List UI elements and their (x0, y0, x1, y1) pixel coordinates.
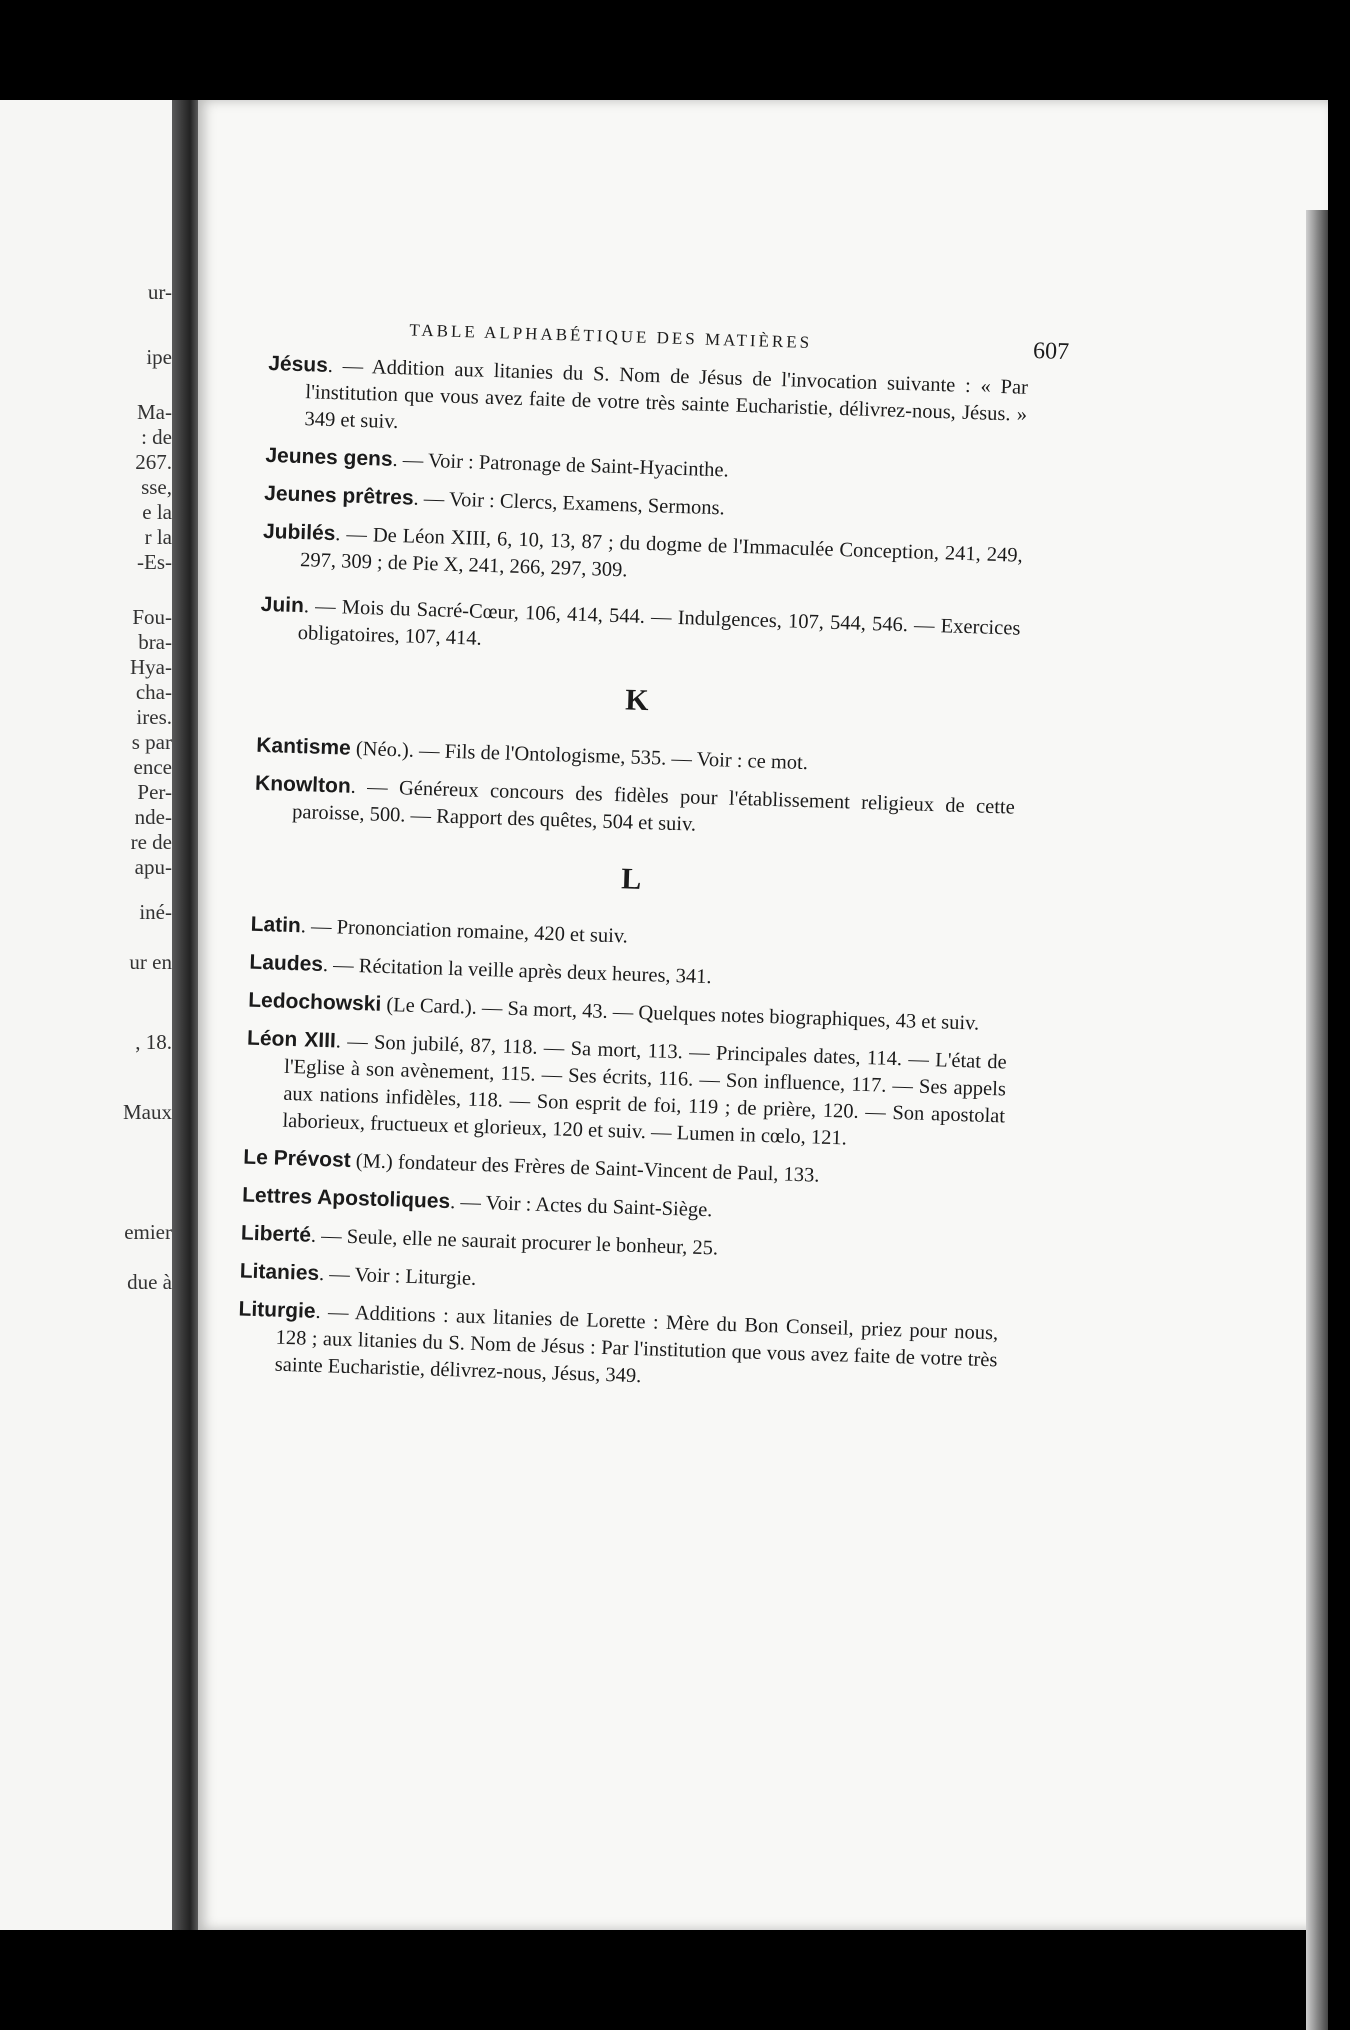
facing-page-text: re de (130, 830, 172, 854)
entry-heading: Laudes (249, 950, 324, 976)
entry-heading: Jésus (267, 351, 329, 377)
entry-heading: Liturgie (238, 1297, 316, 1323)
facing-page-text: ipe (146, 345, 172, 369)
facing-page-text: ur en (129, 950, 172, 974)
entry-text: . — Voir : Actes du Saint-Siège. (449, 1191, 713, 1222)
entry-heading: Jeunes prêtres (263, 481, 414, 510)
facing-page-text: -Es- (137, 550, 172, 574)
index-page (198, 100, 1328, 1930)
page-number: 607 (1032, 337, 1070, 366)
entry-text: . — Généreux concours des fidèles pour l'établissement religieux de cette paroisse, 500. — Rapport des quêtes, 504 et suiv. (291, 775, 1016, 836)
index-entry (262, 518, 1023, 597)
facing-page-text: Per- (137, 780, 172, 804)
facing-page-text: 267. (135, 450, 172, 474)
entry-text: (Le Card.). — Sa mort, 43. — Quelques notes biographiques, 43 et suiv. (380, 993, 980, 1035)
facing-page-text: sse, (141, 475, 172, 499)
entry-text: . — Récitation la veille après deux heures, 341. (322, 953, 712, 989)
facing-page-text: due à (127, 1270, 172, 1294)
facing-page-text: , 18. (135, 1030, 172, 1054)
entry-heading: Litanies (239, 1259, 320, 1286)
entry-heading: Kantisme (255, 733, 352, 760)
entry-heading: Jeunes gens (265, 443, 393, 471)
facing-page-text: bra- (138, 630, 172, 654)
index-entry (236, 1296, 998, 1402)
facing-page-fragment (0, 100, 188, 1930)
entry-text: . — Voir : Patronage de Saint-Hyacinthe. (392, 448, 730, 482)
facing-page-text: Hya- (130, 655, 172, 679)
running-title: TABLE ALPHABÉTIQUE DES MATIÈRES (409, 320, 813, 353)
facing-page-text: : de (141, 425, 172, 449)
entry-text: (M.) fondateur des Frères de Saint-Vincent de Paul, 133. (350, 1149, 820, 1187)
entry-text: . — Prononciation romaine, 420 et suiv. (300, 915, 629, 948)
entry-text: . — De Léon XIII, 6, 10, 13, 87 ; du dogme de l'Immaculée Conception, 241, 249, 297, 309 ; de Pie X, 241, 266, 297, 309. (299, 523, 1023, 582)
index-entry (259, 591, 1020, 670)
facing-page-text: Ma- (137, 400, 172, 424)
entry-text: . — Addition aux litanies du S. Nom de Jésus de l'invocation suivante : « Par l'institution que vous avez faite de votre très sainte Eucharistie, délivrez-nous, Jésus. » 349 et suiv. (304, 354, 1029, 434)
facing-page-text: ires. (136, 705, 172, 729)
entry-text: (Néo.). — Fils de l'Ontologisme, 535. — Voir : ce mot. (350, 737, 809, 775)
facing-page-text: apu- (134, 855, 172, 879)
entry-heading: Knowlton (254, 771, 352, 798)
index-content (236, 310, 1070, 1411)
facing-page-text: cha- (135, 680, 172, 704)
section-letter: K (624, 683, 652, 718)
section-letter: L (620, 862, 644, 896)
facing-page-text: ence (133, 755, 172, 779)
entry-heading: Ledochowski (247, 988, 382, 1016)
entry-text: . — Voir : Liturgie. (318, 1263, 477, 1290)
facing-page-text: ur- (147, 280, 172, 304)
entry-text: . — Son jubilé, 87, 118. — Sa mort, 113. — Principales dates, 114. — L'état de l'Eglise à son avènement, 115. — Ses écrits, 116. — Son influence, 117. — Ses appels aux nations infidèles, 118. — Son esprit de foi, 119 ; de prière, 120. — Son apostolat laborieux, fructueux et glorieux, 120 et suiv. — Lumen in cœlo, 121. (282, 1030, 1008, 1150)
entry-text: . — Seule, elle ne saurait procurer le bonheur, 25. (310, 1224, 719, 1260)
page-edge (1306, 210, 1328, 2030)
entry-heading: Lettres Apostoliques (241, 1183, 451, 1214)
entry-text: . — Voir : Clercs, Examens, Sermons. (413, 487, 726, 520)
entry-heading: Juin (260, 592, 305, 618)
entry-heading: Latin (250, 912, 302, 938)
facing-page-text: Maux (123, 1100, 172, 1124)
entry-heading: Léon XIII (246, 1026, 337, 1053)
entry-heading: Liberté (240, 1221, 312, 1247)
entry-text: . — Additions : aux litanies de Lorette : Mère du Bon Conseil, priez pour nous, 128 ; aux litanies du S. Nom de Jésus : Par l'institution que vous avez faite de votre très sainte Eucharistie, délivrez-nous, Jésus, 349. (274, 1300, 999, 1388)
facing-page-text: Fou- (132, 605, 172, 629)
facing-page-text: nde- (134, 805, 172, 829)
facing-page-text: s par (131, 730, 172, 754)
entry-heading: Le Prévost (243, 1145, 352, 1172)
facing-page-text: r la (144, 525, 172, 549)
facing-page-text: e la (142, 500, 172, 524)
facing-page-text: emier (124, 1220, 172, 1244)
facing-page-text: iné- (139, 900, 172, 924)
index-entries (236, 350, 1028, 1401)
entry-text: . — Mois du Sacré-Cœur, 106, 414, 544. — Indulgences, 107, 544, 546. — Exercices obligatoires, 107, 414. (297, 595, 1021, 650)
entry-heading: Jubilés (262, 519, 336, 546)
index-entry (254, 770, 1015, 849)
index-entry (244, 1025, 1007, 1158)
